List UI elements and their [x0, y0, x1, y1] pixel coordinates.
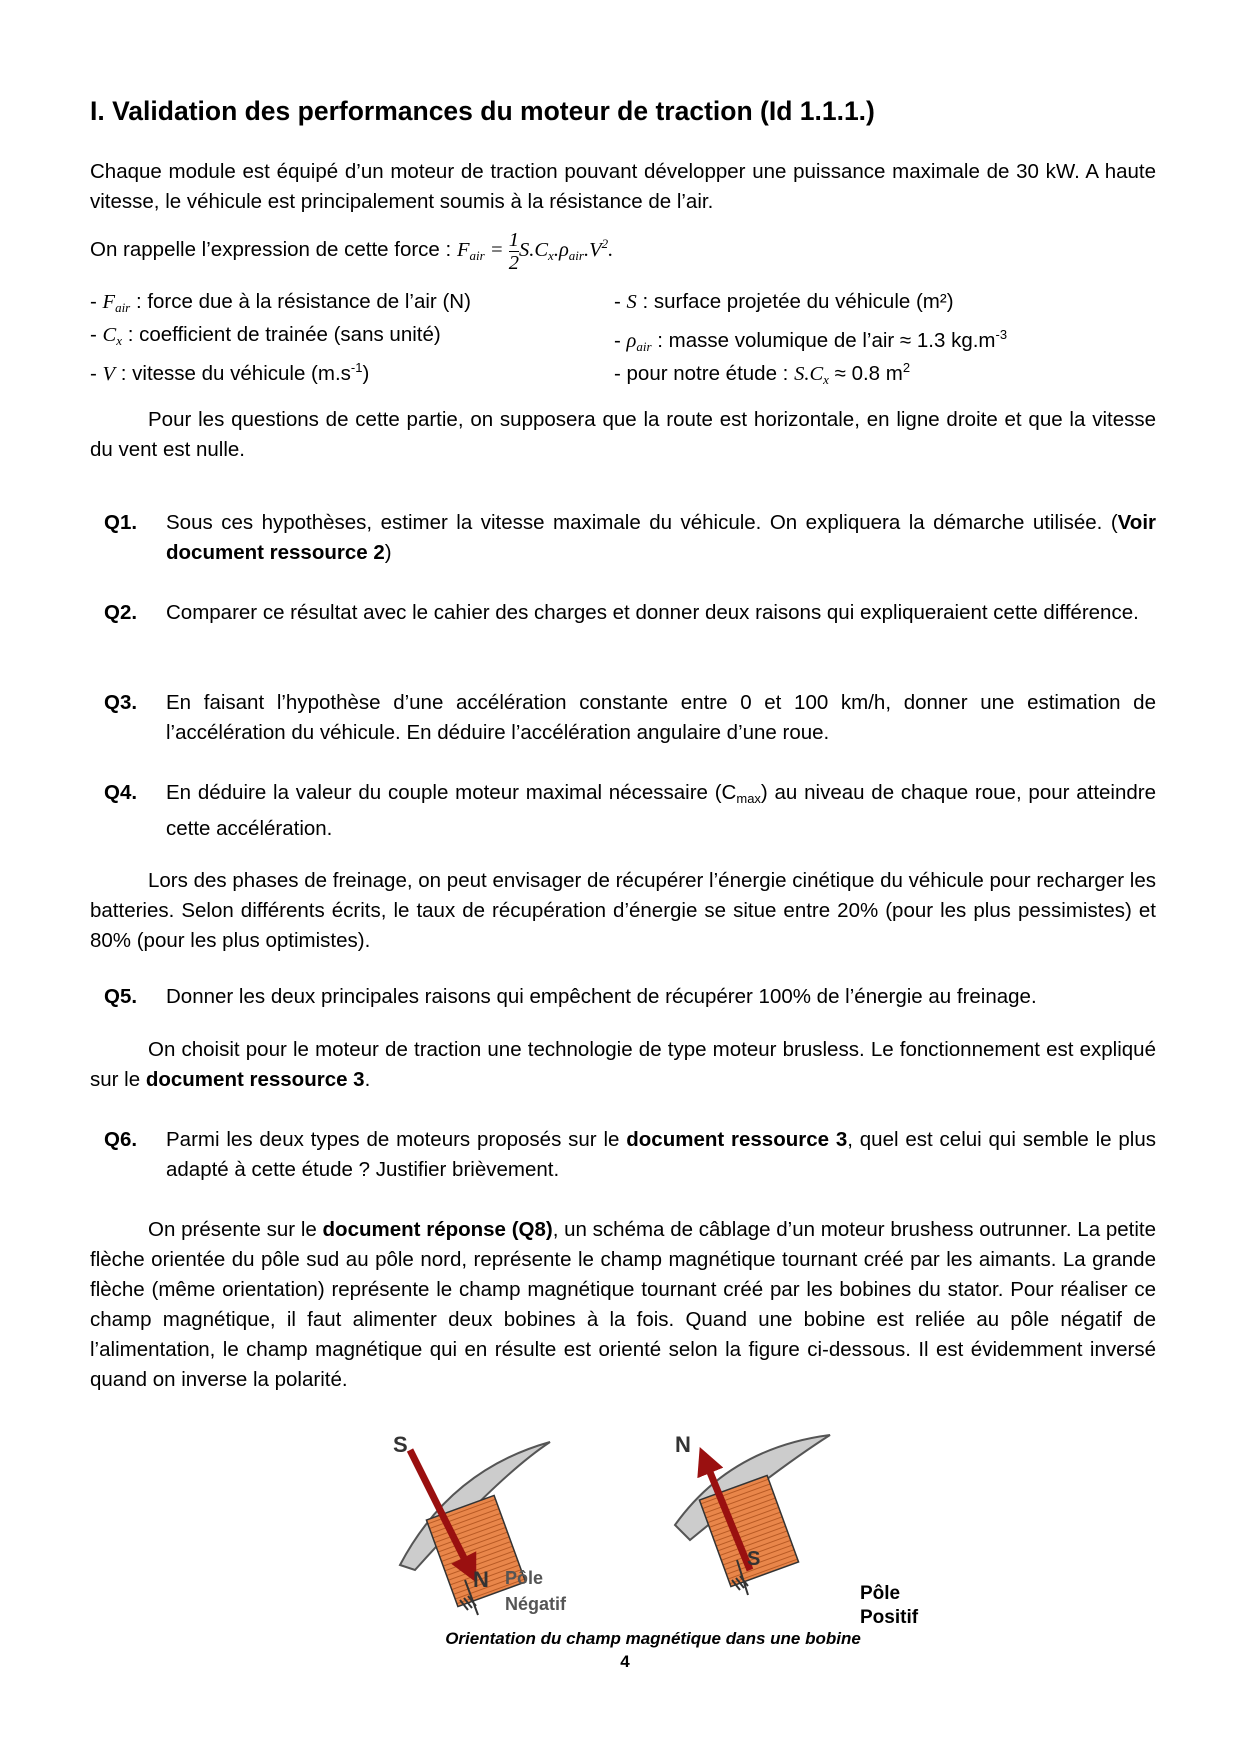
motor-paragraph: On choisit pour le moteur de traction une technologie de type moteur brusless. Le fonctionnement est expliqué sur le document ressource 3. [90, 1038, 1156, 1091]
def-v: - V : vitesse du véhicule $(m.s^{-1})$ [90, 360, 370, 385]
question-q1: Q1. Sous ces hypothèses, estimer la vitesse maximale du véhicule. On expliquera la démarche utilisée. (Voir document ressource 2) [104, 511, 1156, 564]
def-s: - S : surface projetée du véhicule (m²) [614, 290, 954, 313]
page-number: 4 [620, 1652, 630, 1671]
coil-positive [675, 1432, 919, 1625]
question-q4: Q4. En déduire la valeur du couple moteur maximal nécessaire $(C_{max})$ au niveau de chaque roue, pour atteindre cette accélération. [104, 781, 1157, 840]
pole-label-line: Positif [860, 1607, 919, 1625]
def-rho-air: - $\rho_{air}$ : masse volumique de l’air ≈ 1.3 $kg.m^{-3}$ [614, 327, 1008, 354]
braking-paragraph: Lors des phases de freinage, on peut envisager de récupérer l’énergie cinétique du véhicule pour recharger les batteries. Selon différents écrits, le taux de récupération d’énergie se situe entre 20% (pour les plus pessimistes) et 80% (pour les plus optimistes). [90, 869, 1156, 952]
question-q5: Q5. Donner les deux principales raisons qui empêchent de récupérer 100% de l’énergie au freinage. [104, 985, 1037, 1008]
def-f-air: - $F_{air}$ : force due à la résistance de l’air (N) [90, 290, 471, 315]
formula-line [90, 222, 1156, 278]
formula-intro: On rappelle l’expression de cette force : [90, 238, 452, 261]
def-scx: - pour notre étude : $S.C_x \approx 0.8$ $m^2$ [614, 360, 911, 387]
question-q3: Q3. En faisant l’hypothèse d’une accélération constante entre 0 et 100 km/h, donner une estimation de l’accélération du véhicule. En déduire l’accélération angulaire d’une roue. [104, 691, 1156, 744]
coil-diagrams [390, 1430, 950, 1625]
pole-label-line: Pôle [860, 1583, 901, 1604]
definition-row [90, 318, 1156, 354]
question-q6: Q6. Parmi les deux types de moteurs proposés sur le document ressource 3, quel est celui qui semble le plus adapté à cette étude ? Justifier brièvement. [104, 1128, 1157, 1181]
def-cx: - $C_x$ : coefficient de trainée (sans unité) [90, 323, 441, 348]
wiring-paragraph: On présente sur le document réponse (Q8), un schéma de câblage d’un moteur brushess outrunner. La petite flèche orientée du pôle sud au pôle nord, représente le champ magnétique tournant créé par les aimants. La grande flèche (même orientation) représente le champ magnétique tournant créé par les bobines du stator. Pour réaliser ce champ magnétique, il faut alimenter deux bobines à la fois. Quand une bobine est reliée au pôle négatif de l’alimentation, le champ magnétique qui en résulte est orienté selon la figure ci-dessous. Il est évidemment inversé quand on inverse la polarité. [90, 1218, 1156, 1391]
question-q2: Q2. Comparer ce résultat avec le cahier des charges et donner deux raisons qui expliqueraient cette différence. [104, 601, 1139, 624]
pole-letter: N [473, 1567, 489, 1592]
coil-negative [393, 1432, 567, 1615]
definition-row [90, 351, 1156, 387]
coil-field-figure [390, 1430, 950, 1630]
figure-caption: Orientation du champ magnétique dans une bobine [445, 1629, 861, 1648]
pole-label-line: Pôle [505, 1568, 544, 1588]
force-formula: $F_{air}$ = $\frac{1}{2}$ $S.C_x.\rho_{air}.V^2$. [456, 228, 614, 274]
section-title: I. Validation des performances du moteur de traction (Id 1.1.1.) [90, 96, 875, 126]
pole-letter: S [393, 1432, 408, 1457]
pole-letter: S [747, 1548, 761, 1570]
pole-label-line: Négatif [505, 1594, 567, 1614]
intro-paragraph: Chaque module est équipé d’un moteur de traction pouvant développer une puissance maximale de 30 kW. A haute vitesse, le véhicule est principalement soumis à la résistance de l’air. [90, 160, 1156, 213]
resource-ref: Voir document ressource 2 [166, 511, 1156, 564]
pole-letter: N [675, 1432, 691, 1457]
assumption-paragraph: Pour les questions de cette partie, on supposera que la route est horizontale, en ligne droite et que la vitesse du vent est nulle. [90, 408, 1156, 461]
variable-definitions [90, 285, 1156, 387]
definition-row [90, 285, 1156, 318]
